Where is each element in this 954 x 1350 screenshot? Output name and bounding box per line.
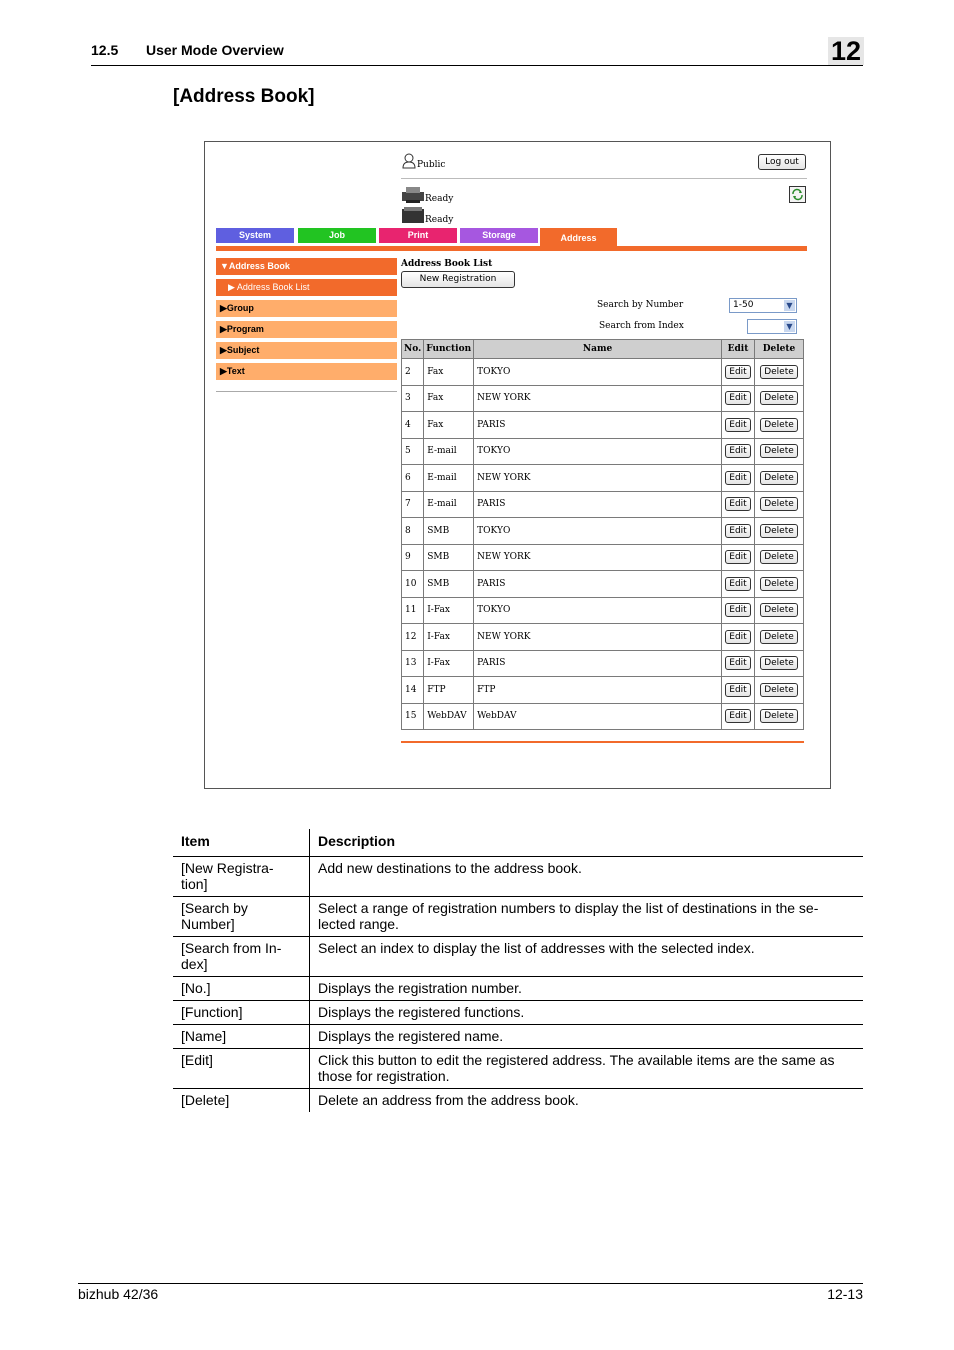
sidebar-item-address-book[interactable]: ▼Address Book <box>216 258 397 275</box>
row-name: TOKYO <box>474 518 722 545</box>
row-no: 8 <box>402 518 424 545</box>
edit-button[interactable]: Edit <box>725 524 750 538</box>
edit-button[interactable]: Edit <box>725 656 750 670</box>
row-no: 5 <box>402 438 424 465</box>
row-name: TOKYO <box>474 438 722 465</box>
search-by-number-label: Search by Number <box>597 300 684 310</box>
description-cell: Displays the registration number. <box>310 977 864 1001</box>
row-name: WebDAV <box>474 703 722 730</box>
edit-button[interactable]: Edit <box>725 709 750 723</box>
row-edit-cell <box>722 385 755 412</box>
column-header-no: No. <box>402 340 424 359</box>
printer-icon <box>401 186 425 204</box>
tab-address[interactable]: Address <box>540 228 617 248</box>
row-edit-cell <box>722 571 755 598</box>
edit-button[interactable]: Edit <box>725 683 750 697</box>
row-no: 2 <box>402 359 424 386</box>
row-function: I-Fax <box>424 597 474 624</box>
delete-button[interactable]: Delete <box>760 418 798 432</box>
table-row <box>402 465 804 492</box>
row-delete-cell <box>755 597 804 624</box>
row-no: 11 <box>402 597 424 624</box>
list-title: Address Book List <box>401 259 493 269</box>
row-function: I-Fax <box>424 650 474 677</box>
table-row <box>402 624 804 651</box>
item-cell: [New Registra- tion] <box>173 857 310 897</box>
table-row <box>402 597 804 624</box>
row-no: 9 <box>402 544 424 571</box>
edit-button[interactable]: Edit <box>725 497 750 511</box>
column-header-description: Description <box>310 829 864 857</box>
row-delete-cell <box>755 518 804 545</box>
delete-button[interactable]: Delete <box>760 577 798 591</box>
description-cell: Add new destinations to the address book. <box>310 857 864 897</box>
row-delete-cell <box>755 544 804 571</box>
edit-button[interactable]: Edit <box>725 577 750 591</box>
table-bottom-rule <box>401 741 804 743</box>
row-delete-cell <box>755 359 804 386</box>
row-name: TOKYO <box>474 359 722 386</box>
row-edit-cell <box>722 703 755 730</box>
search-by-number-value: 1-50 <box>733 300 754 310</box>
row-name: PARIS <box>474 571 722 598</box>
row-name: FTP <box>474 677 722 704</box>
row-no: 12 <box>402 624 424 651</box>
edit-button[interactable]: Edit <box>725 391 750 405</box>
header-divider <box>401 178 807 179</box>
row-delete-cell <box>755 703 804 730</box>
table-row <box>402 359 804 386</box>
delete-button[interactable]: Delete <box>760 497 798 511</box>
row-no: 10 <box>402 571 424 598</box>
row-function: SMB <box>424 518 474 545</box>
sidebar-item-group[interactable]: ▶Group <box>216 300 397 317</box>
row-edit-cell <box>722 518 755 545</box>
tab-job[interactable]: Job <box>298 228 376 243</box>
table-row <box>173 977 863 1001</box>
item-cell: [Name] <box>173 1025 310 1049</box>
scanner-status: Ready <box>425 215 454 225</box>
section-number: 12.5 <box>91 42 119 58</box>
column-header-name: Name <box>474 340 722 359</box>
row-name: TOKYO <box>474 597 722 624</box>
edit-button[interactable]: Edit <box>725 550 750 564</box>
row-delete-cell <box>755 412 804 439</box>
row-delete-cell <box>755 677 804 704</box>
row-function: SMB <box>424 571 474 598</box>
row-function: Fax <box>424 412 474 439</box>
chevron-down-icon: ▼ <box>784 300 795 311</box>
sidebar-item-text[interactable]: ▶Text <box>216 363 397 380</box>
delete-button[interactable]: Delete <box>760 550 798 564</box>
header-rule <box>91 65 863 66</box>
table-row <box>173 1025 863 1049</box>
row-no: 4 <box>402 412 424 439</box>
row-function: FTP <box>424 677 474 704</box>
table-row <box>173 1001 863 1025</box>
description-cell: Displays the registered name. <box>310 1025 864 1049</box>
logout-button[interactable]: Log out <box>758 154 806 170</box>
row-edit-cell <box>722 650 755 677</box>
row-function: E-mail <box>424 491 474 518</box>
scanner-icon <box>401 206 425 226</box>
edit-button[interactable]: Edit <box>725 365 750 379</box>
chevron-down-icon: ▼ <box>784 321 795 332</box>
address-book-table <box>401 339 804 730</box>
table-row <box>173 897 863 937</box>
row-edit-cell <box>722 412 755 439</box>
item-cell: [Edit] <box>173 1049 310 1089</box>
delete-button[interactable]: Delete <box>760 683 798 697</box>
edit-button[interactable]: Edit <box>725 603 750 617</box>
edit-button[interactable]: Edit <box>725 418 750 432</box>
refresh-icon[interactable] <box>789 186 806 203</box>
row-function: E-mail <box>424 438 474 465</box>
row-delete-cell <box>755 624 804 651</box>
column-header-function: Function <box>424 340 474 359</box>
row-name: NEW YORK <box>474 465 722 492</box>
table-row <box>402 703 804 730</box>
tab-system[interactable]: System <box>216 228 294 243</box>
description-cell: Displays the registered functions. <box>310 1001 864 1025</box>
row-function: I-Fax <box>424 624 474 651</box>
footer-product: bizhub 42/36 <box>78 1286 159 1302</box>
row-edit-cell <box>722 359 755 386</box>
row-no: 15 <box>402 703 424 730</box>
row-name: PARIS <box>474 650 722 677</box>
delete-button[interactable]: Delete <box>760 709 798 723</box>
footer-rule <box>78 1283 863 1284</box>
table-row <box>173 937 863 977</box>
item-cell: [Search by Number] <box>173 897 310 937</box>
row-no: 3 <box>402 385 424 412</box>
row-function: SMB <box>424 544 474 571</box>
table-row <box>173 1089 863 1113</box>
user-icon <box>402 153 416 169</box>
row-edit-cell <box>722 544 755 571</box>
chapter-number: 12 <box>830 36 862 66</box>
item-cell: [Search from In- dex] <box>173 937 310 977</box>
sidebar-divider <box>216 391 397 392</box>
table-row <box>402 491 804 518</box>
row-name: PARIS <box>474 412 722 439</box>
row-edit-cell <box>722 465 755 492</box>
table-row <box>173 857 863 897</box>
user-label: Public <box>417 160 446 170</box>
row-function: Fax <box>424 359 474 386</box>
row-edit-cell <box>722 438 755 465</box>
row-function: WebDAV <box>424 703 474 730</box>
search-from-index-label: Search from Index <box>599 321 684 331</box>
row-delete-cell <box>755 571 804 598</box>
row-delete-cell <box>755 385 804 412</box>
page-title: [Address Book] <box>173 86 315 107</box>
table-row <box>402 571 804 598</box>
row-no: 13 <box>402 650 424 677</box>
delete-button[interactable]: Delete <box>760 365 798 379</box>
table-row <box>402 518 804 545</box>
item-cell: [Delete] <box>173 1089 310 1113</box>
delete-button[interactable]: Delete <box>760 471 798 485</box>
description-cell: Delete an address from the address book. <box>318 1092 579 1108</box>
row-name: NEW YORK <box>474 544 722 571</box>
footer-page-number: 12-13 <box>827 1286 863 1302</box>
description-cell: Select a range of registration numbers to display the list of destinations in the se- lected range. <box>310 897 864 937</box>
delete-button[interactable]: Delete <box>760 630 798 644</box>
description-cell: Click this button to edit the registered address. The available items are the same as those for registration. <box>310 1049 864 1089</box>
item-cell: [No.] <box>173 977 310 1001</box>
new-registration-button[interactable]: New Registration <box>401 271 515 288</box>
delete-button[interactable]: Delete <box>760 391 798 405</box>
printer-status: Ready <box>425 194 454 204</box>
delete-button[interactable]: Delete <box>760 603 798 617</box>
item-cell: [Function] <box>173 1001 310 1025</box>
table-row <box>402 412 804 439</box>
delete-button[interactable]: Delete <box>760 524 798 538</box>
column-header-item: Item <box>173 829 310 857</box>
search-from-index-select[interactable] <box>747 319 797 334</box>
sidebar-item-program[interactable]: ▶Program <box>216 321 397 338</box>
edit-button[interactable]: Edit <box>725 630 750 644</box>
table-row <box>402 385 804 412</box>
table-header-row <box>402 340 804 359</box>
row-delete-cell <box>755 491 804 518</box>
row-function: Fax <box>424 385 474 412</box>
row-function: E-mail <box>424 465 474 492</box>
row-delete-cell <box>755 438 804 465</box>
column-header-delete: Delete <box>755 340 804 359</box>
table-row <box>402 650 804 677</box>
table-row <box>402 544 804 571</box>
table-row <box>173 1049 863 1089</box>
row-no: 14 <box>402 677 424 704</box>
row-name: NEW YORK <box>474 385 722 412</box>
row-name: NEW YORK <box>474 624 722 651</box>
row-edit-cell <box>722 597 755 624</box>
description-table <box>173 829 863 1112</box>
row-edit-cell <box>722 491 755 518</box>
delete-button[interactable]: Delete <box>760 656 798 670</box>
sidebar-item-subject[interactable]: ▶Subject <box>216 342 397 359</box>
row-no: 6 <box>402 465 424 492</box>
edit-button[interactable]: Edit <box>725 471 750 485</box>
section-title: User Mode Overview <box>146 42 284 58</box>
sidebar-item-address-book-list[interactable]: ▶ Address Book List <box>216 279 397 296</box>
column-header-edit: Edit <box>722 340 755 359</box>
tab-underline <box>216 246 807 251</box>
table-header-row <box>173 829 863 857</box>
row-name: PARIS <box>474 491 722 518</box>
row-delete-cell <box>755 465 804 492</box>
row-delete-cell <box>755 650 804 677</box>
search-by-number-select[interactable] <box>729 298 797 313</box>
tab-storage[interactable]: Storage <box>460 228 538 243</box>
delete-button[interactable]: Delete <box>760 444 798 458</box>
row-edit-cell <box>722 624 755 651</box>
description-cell: Select an index to display the list of addresses with the selected index. <box>310 937 864 977</box>
tab-print[interactable]: Print <box>379 228 457 243</box>
table-row <box>402 438 804 465</box>
row-no: 7 <box>402 491 424 518</box>
table-row <box>402 677 804 704</box>
edit-button[interactable]: Edit <box>725 444 750 458</box>
row-edit-cell <box>722 677 755 704</box>
